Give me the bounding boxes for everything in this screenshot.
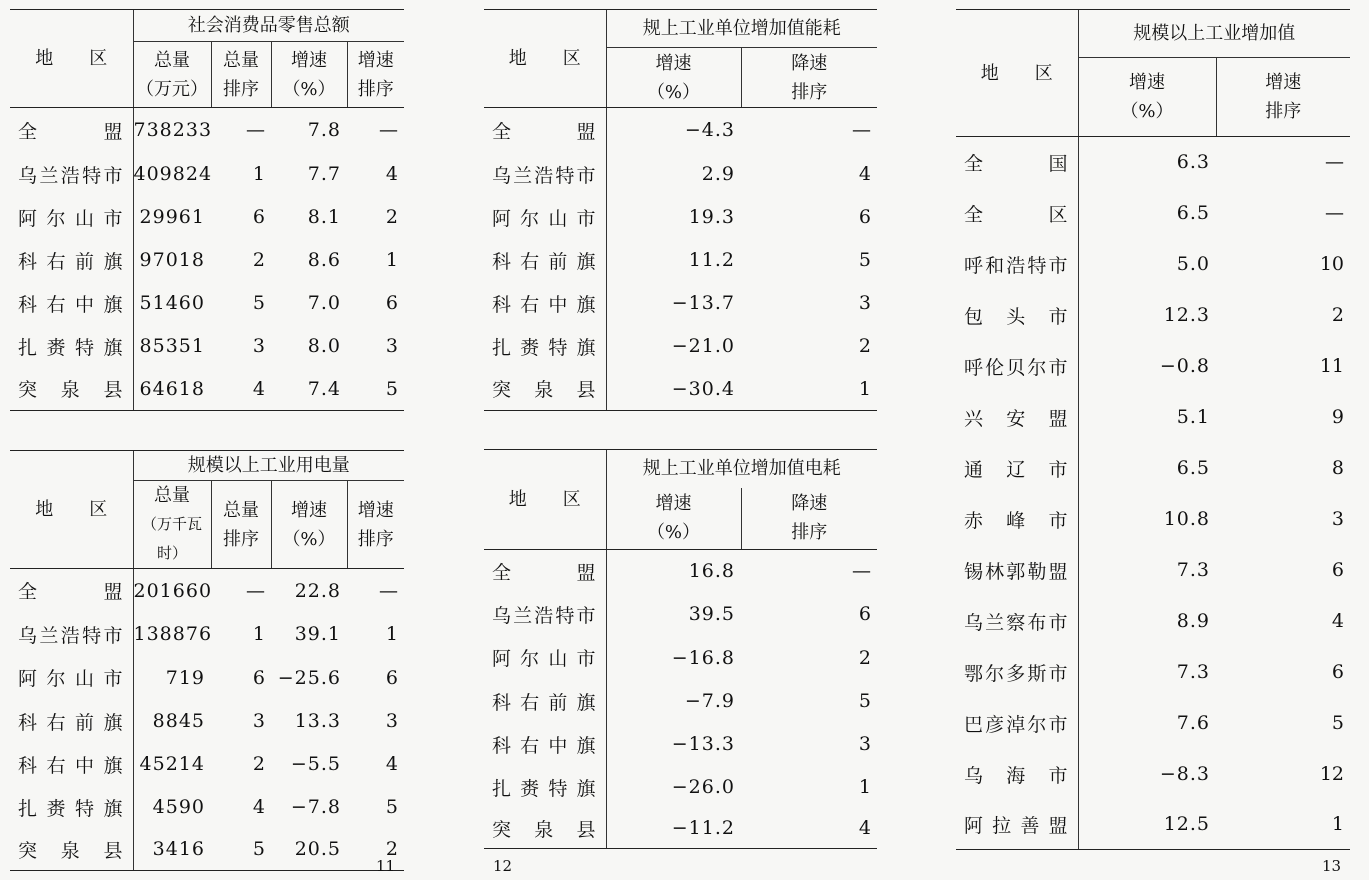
- table-row: 扎赉特旗 85351 3 8.0 3: [10, 325, 404, 368]
- table-row: 阿拉善盟 12.5 1: [956, 800, 1350, 850]
- col-header: 增速 排序: [347, 481, 404, 569]
- table-row: 乌兰察布市 8.9 4: [956, 596, 1350, 647]
- table-row: 阿尔山市 −16.8 2: [484, 636, 877, 680]
- energy-consumption-table: [484, 9, 877, 411]
- table-row: 鄂尔多斯市 7.3 6: [956, 647, 1350, 698]
- col-header: 增速 （%）: [271, 42, 347, 108]
- col-header: 增速 （%）: [1078, 58, 1216, 137]
- table-row: 全 盟 −4.3 —: [484, 108, 877, 153]
- table-row: 科右前旗 11.2 5: [484, 239, 877, 282]
- region-header: 地 区: [484, 450, 606, 550]
- col-header: 总量 （万千瓦时）: [133, 481, 211, 569]
- table-row: 乌海市 −8.3 12: [956, 749, 1350, 800]
- table-row: 突泉县 −30.4 1: [484, 368, 877, 411]
- table-row: 包头市 12.3 2: [956, 290, 1350, 341]
- region-header: 地 区: [484, 10, 606, 108]
- col-header: 增速 排序: [347, 42, 404, 108]
- table-row: 呼伦贝尔市 −0.8 11: [956, 341, 1350, 392]
- table-row: 科右中旗 −13.3 3: [484, 723, 877, 766]
- col-header: 增速 排序: [1216, 58, 1350, 137]
- table-row: 突泉县 64618 4 7.4 5: [10, 368, 404, 411]
- table-title: 社会消费品零售总额: [133, 10, 404, 42]
- table-row: 乌兰浩特市 39.5 6: [484, 593, 877, 636]
- table-row: 突泉县 3416 5 20.5 2: [10, 829, 404, 871]
- col-header: 增速 （%）: [606, 48, 741, 108]
- table-row: 阿尔山市 29961 6 8.1 2: [10, 196, 404, 239]
- retail-sales-table: [10, 9, 404, 411]
- table-row: 科右前旗 −7.9 5: [484, 680, 877, 723]
- table-row: 乌兰浩特市 409824 1 7.7 4: [10, 153, 404, 196]
- industrial-value-added-table: [956, 9, 1350, 850]
- col-header: 增速 （%）: [271, 481, 347, 569]
- table-row: 扎赉特旗 −26.0 1: [484, 766, 877, 809]
- page-number: 13: [1322, 857, 1342, 875]
- table-row: 乌兰浩特市 2.9 4: [484, 153, 877, 196]
- col-header: 降速 排序: [741, 488, 877, 550]
- table-row: 呼和浩特市 5.0 10: [956, 239, 1350, 290]
- table-row: 科右中旗 45214 2 −5.5 4: [10, 743, 404, 786]
- region-header: 地 区: [956, 10, 1078, 137]
- table-row: 科右中旗 −13.7 3: [484, 282, 877, 325]
- table-row: 扎赉特旗 4590 4 −7.8 5: [10, 786, 404, 829]
- table-row: 全 盟 738233 — 7.8 —: [10, 108, 404, 153]
- electricity-table: [10, 450, 404, 871]
- table-title: 规模以上工业增加值: [1078, 10, 1350, 58]
- table-row: 科右前旗 97018 2 8.6 1: [10, 239, 404, 282]
- table-row: 全 国 6.3 —: [956, 137, 1350, 188]
- table-row: 兴安盟 5.1 9: [956, 392, 1350, 443]
- table-row: 扎赉特旗 −21.0 2: [484, 325, 877, 368]
- table-row: 突泉县 −11.2 4: [484, 809, 877, 849]
- table-title: 规上工业单位增加值电耗: [606, 450, 877, 488]
- table-row: 全 盟 201660 — 22.8 —: [10, 569, 404, 613]
- table-title: 规上工业单位增加值能耗: [606, 10, 877, 48]
- power-consumption-table: [484, 449, 877, 849]
- table-row: 赤峰市 10.8 3: [956, 494, 1350, 545]
- table-row: 乌兰浩特市 138876 1 39.1 1: [10, 613, 404, 656]
- table-row: 科右前旗 8845 3 13.3 3: [10, 700, 404, 743]
- table-row: 全 区 6.5 —: [956, 188, 1350, 239]
- col-header: 总量 （万元）: [133, 42, 211, 108]
- table-row: 阿尔山市 19.3 6: [484, 196, 877, 239]
- col-header: 增速 （%）: [606, 488, 741, 550]
- table-row: 阿尔山市 719 6 −25.6 6: [10, 656, 404, 700]
- col-header: 总量 排序: [211, 42, 271, 108]
- col-header: 降速 排序: [741, 48, 877, 108]
- table-row: 通辽市 6.5 8: [956, 443, 1350, 494]
- page-number: 12: [493, 857, 513, 875]
- table-row: 锡林郭勒盟 7.3 6: [956, 545, 1350, 596]
- col-header: 总量 排序: [211, 481, 271, 569]
- table-row: 全 盟 16.8 —: [484, 550, 877, 593]
- table-row: 巴彦淖尔市 7.6 5: [956, 698, 1350, 749]
- region-header: 地 区: [10, 451, 133, 569]
- table-row: 科右中旗 51460 5 7.0 6: [10, 282, 404, 325]
- region-header: 地 区: [10, 10, 133, 108]
- page-number: 11: [376, 857, 396, 875]
- table-title: 规模以上工业用电量: [133, 451, 404, 481]
